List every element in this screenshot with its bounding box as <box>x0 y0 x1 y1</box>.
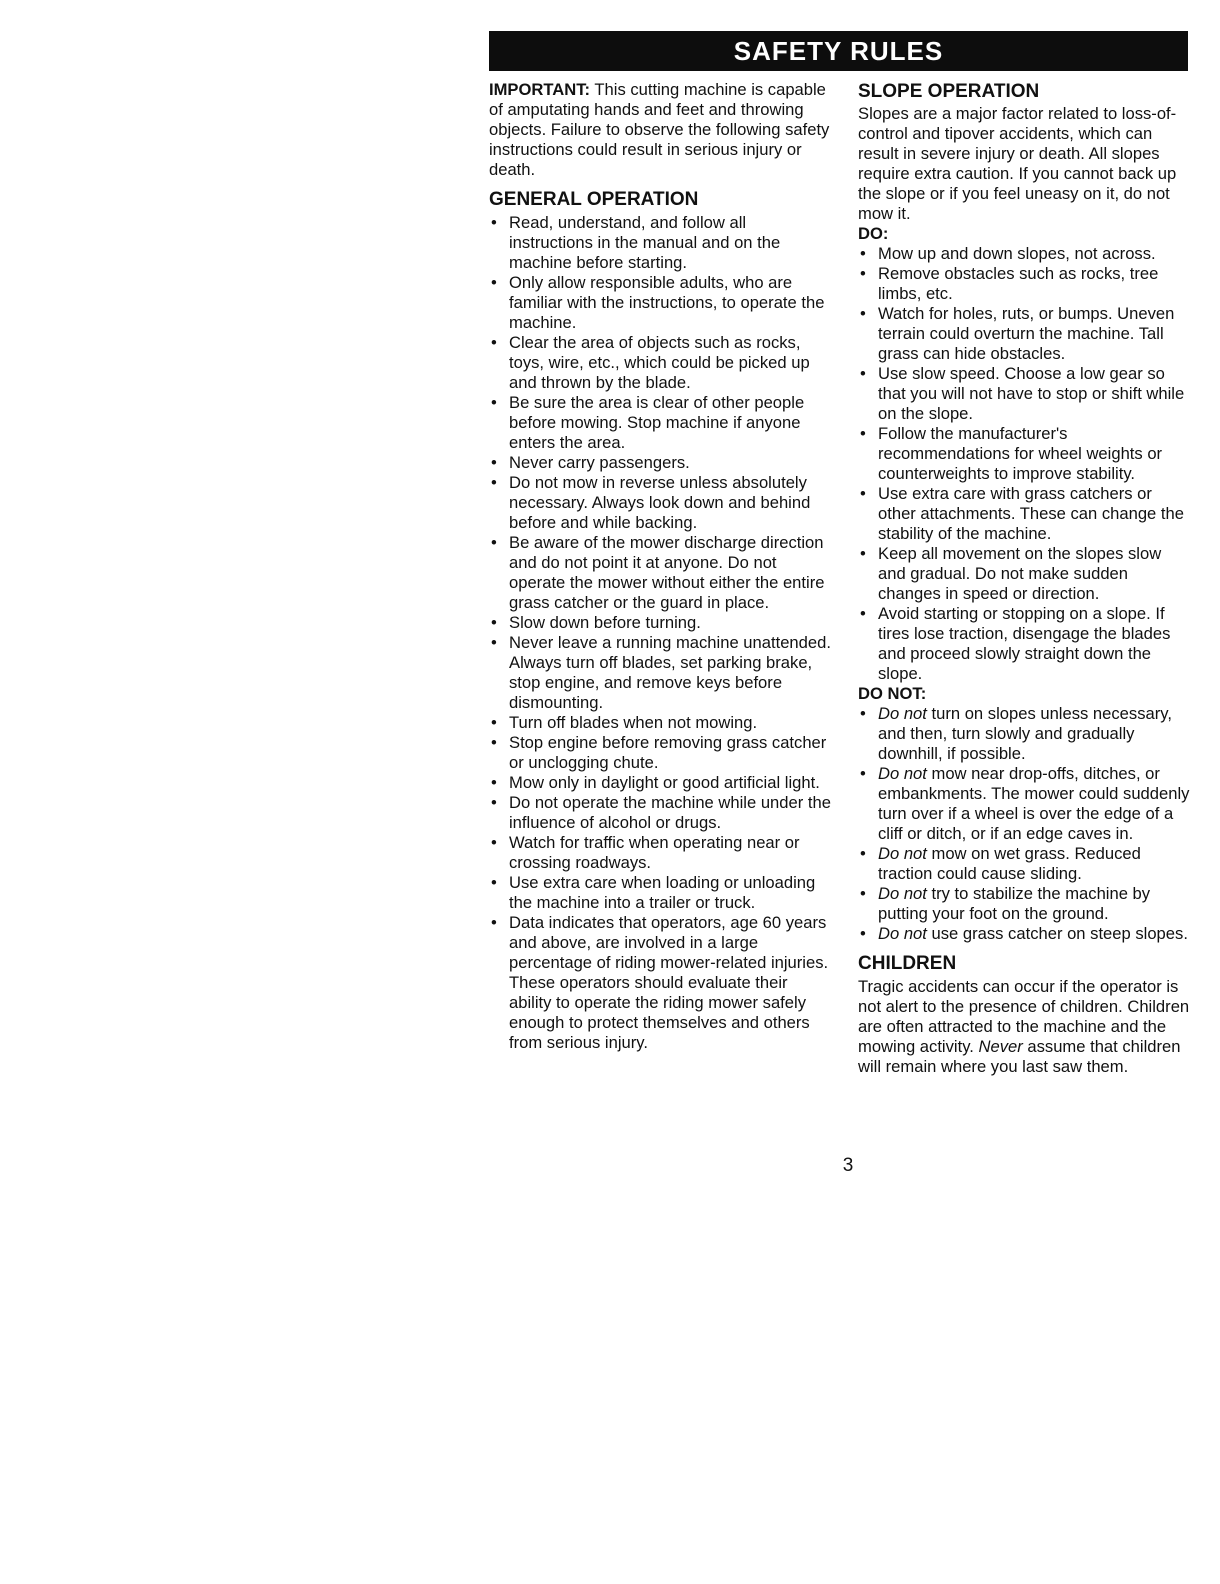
list-item: • Do not mow in reverse unless absolutely necessary. Always look down and behind before and while backing. <box>489 473 834 533</box>
list-item: • Never leave a running machine unattended. Always turn off blades, set parking brake, stop engine, and remove keys before dismounting. <box>489 633 834 713</box>
list-item: • Remove obstacles such as rocks, tree limbs, etc. <box>858 264 1193 304</box>
list-item: • Use extra care when loading or unloading the machine into a trailer or truck. <box>489 873 834 913</box>
list-item: • Slow down before turning. <box>489 613 834 633</box>
children-text-before: Tragic accidents can occur if the operator is not alert to the presence of children. Children are often attracted to the machine and the mowing activity. <box>858 977 1190 1056</box>
right-column <box>858 80 1193 1077</box>
do-list <box>858 244 1193 684</box>
children-text-after: assume that children will remain where you last saw them. <box>858 1037 1181 1076</box>
list-item: • Do not operate the machine while under the influence of alcohol or drugs. <box>489 793 834 833</box>
list-item <box>858 764 1193 844</box>
list-item: • Keep all movement on the slopes slow and gradual. Do not make sudden changes in speed or direction. <box>858 544 1193 604</box>
list-item <box>858 844 1193 884</box>
list-item: • Be sure the area is clear of other people before mowing. Stop machine if anyone enters the area. <box>489 393 834 453</box>
children-emphasis: Never <box>978 1037 1023 1056</box>
list-item <box>858 884 1193 924</box>
list-item-text: mow near drop-offs, ditches, or embankments. The mower could suddenly turn over if a wheel is over the edge of a cliff or ditch, or if an edge caves in. <box>878 764 1190 843</box>
list-item: • Never carry passengers. <box>489 453 834 473</box>
do-not-emphasis: Do not <box>878 764 927 783</box>
list-item: • Stop engine before removing grass catcher or unclogging chute. <box>489 733 834 773</box>
children-paragraph <box>858 977 1193 1077</box>
page-banner: SAFETY RULES <box>489 31 1188 71</box>
important-paragraph <box>489 80 834 180</box>
important-text: This cutting machine is capable of amputating hands and feet and throwing objects. Failure to observe the following safety instructions could result in serious injury or death. <box>489 80 830 179</box>
list-item: • Follow the manufacturer's recommendations for wheel weights or counterweights to improve stability. <box>858 424 1193 484</box>
list-item <box>858 924 1193 944</box>
list-item: • Read, understand, and follow all instructions in the manual and on the machine before starting. <box>489 213 834 273</box>
page-number: 3 <box>842 1155 854 1176</box>
do-not-list <box>858 704 1193 944</box>
list-item: • Watch for holes, ruts, or bumps. Uneven terrain could overturn the machine. Tall grass can hide obstacles. <box>858 304 1193 364</box>
list-item-text: try to stabilize the machine by putting your foot on the ground. <box>878 884 1151 923</box>
list-item: • Avoid starting or stopping on a slope. If tires lose traction, disengage the blades and proceed slowly straight down the slope. <box>858 604 1193 684</box>
left-column <box>489 80 834 1053</box>
list-item: • Mow only in daylight or good artificial light. <box>489 773 834 793</box>
list-item-text: turn on slopes unless necessary, and then, turn slowly and gradually downhill, if possible. <box>878 704 1172 763</box>
list-item: • Data indicates that operators, age 60 years and above, are involved in a large percentage of riding mower-related injuries. These operators should evaluate their ability to operate the riding mower safely enough to protect themselves and others from serious injury. <box>489 913 834 1053</box>
list-item: • Use slow speed. Choose a low gear so that you will not have to stop or shift while on the slope. <box>858 364 1193 424</box>
children-heading: CHILDREN <box>858 953 957 974</box>
list-item-text: mow on wet grass. Reduced traction could cause sliding. <box>878 844 1141 883</box>
general-operation-list <box>489 213 834 1053</box>
general-operation-heading: GENERAL OPERATION <box>489 189 699 210</box>
list-item: • Use extra care with grass catchers or other attachments. These can change the stability of the machine. <box>858 484 1193 544</box>
list-item-text: use grass catcher on steep slopes. <box>926 924 1188 943</box>
do-not-emphasis: Do not <box>878 704 927 723</box>
list-item: • Mow up and down slopes, not across. <box>858 244 1193 264</box>
do-not-emphasis: Do not <box>878 884 927 903</box>
do-not-label: DO NOT: <box>858 684 927 703</box>
list-item: • Only allow responsible adults, who are familiar with the instructions, to operate the machine. <box>489 273 834 333</box>
list-item: • Clear the area of objects such as rocks, toys, wire, etc., which could be picked up and thrown by the blade. <box>489 333 834 393</box>
do-not-emphasis: Do not <box>878 924 927 943</box>
do-label: DO: <box>858 224 889 243</box>
slope-operation-heading: SLOPE OPERATION <box>858 81 1040 102</box>
list-item: • Watch for traffic when operating near or crossing roadways. <box>489 833 834 873</box>
list-item <box>858 704 1193 764</box>
important-label: IMPORTANT: <box>489 80 591 99</box>
slope-intro: Slopes are a major factor related to loss-of-control and tipover accidents, which can result in severe injury or death. All slopes require extra caution. If you cannot back up the slope or if you feel uneasy on it, do not mow it. <box>858 104 1177 223</box>
do-not-emphasis: Do not <box>878 844 927 863</box>
list-item: • Be aware of the mower discharge direction and do not point it at anyone. Do not operate the mower without either the entire grass catcher or the guard in place. <box>489 533 834 613</box>
list-item: • Turn off blades when not mowing. <box>489 713 834 733</box>
